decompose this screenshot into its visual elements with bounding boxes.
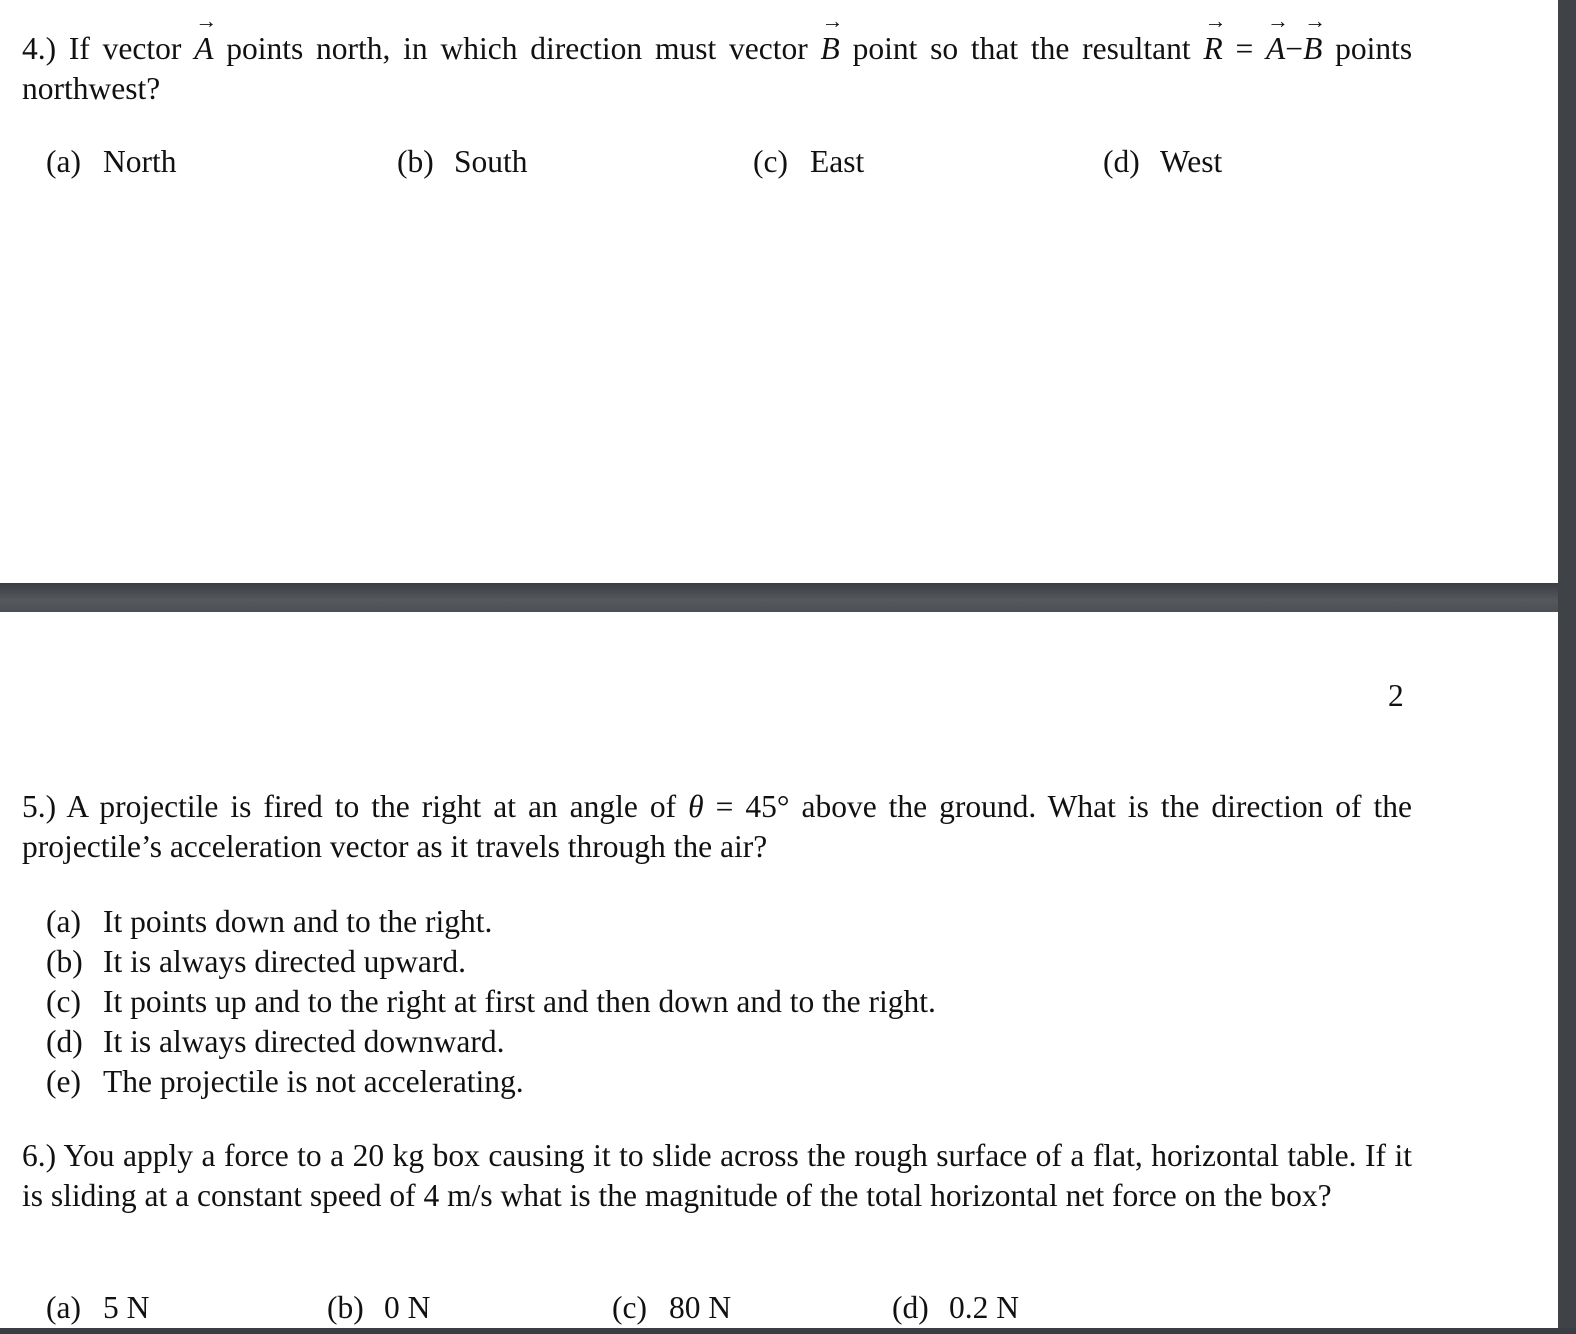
vector-r: → R (1203, 8, 1227, 66)
vector-b: → B (820, 8, 844, 66)
question-4-text-part-4: points northwest? (22, 31, 1413, 106)
theta-symbol: θ (688, 789, 704, 824)
viewer-background (1558, 0, 1576, 1334)
vector-arrow: → (1267, 8, 1290, 33)
vector-arrow: → (195, 8, 218, 33)
equals-sign: = (1235, 31, 1254, 66)
question-5-number: 5.) (22, 789, 57, 824)
q6-option-c: (c) 80 N (612, 1290, 732, 1325)
question-4 (22, 8, 1413, 109)
q5-options (46, 902, 936, 1102)
question-4-text-part-3: point so that the resultant (852, 31, 1191, 66)
vector-a: → A (1266, 8, 1290, 66)
q5-option-c: (c) It points up and to the right at first and then down and to the right. (46, 984, 936, 1019)
viewer-bottom-edge (0, 1328, 1576, 1334)
question-6-text: You apply a force to a 20 kg box causing it to slide across the rough surface of a flat, horizontal table. If it is sliding at a constant speed of 4 m/s what is the magnitude of the total horizontal net force on the box? (22, 1138, 1412, 1213)
question-4-text-part-2: points north, in which direction must vector (226, 31, 808, 66)
vector-arrow: → (1304, 8, 1327, 33)
question-6 (22, 1136, 1412, 1216)
minus-sign: − (1285, 31, 1304, 66)
q5-option-b: (b) It is always directed upward. (46, 944, 467, 979)
question-4-number: 4.) (22, 31, 57, 66)
q6-option-b: (b) 0 N (327, 1290, 431, 1325)
q6-option-a: (a) 5 N (46, 1290, 150, 1325)
page-1 (0, 0, 1558, 583)
question-5-text-part-2: above the ground. What is the direction of the projectile’s acceleration vector as it travels through the air? (22, 789, 1413, 864)
q4-option-d: (d) West (1103, 144, 1223, 179)
vector-a: → A (194, 8, 218, 66)
q5-option-d: (d) It is always directed downward. (46, 1024, 505, 1059)
question-4-text-part-1: If vector (68, 31, 182, 66)
question-5-text-part-1: A projectile is fired to the right at an angle of (66, 789, 677, 824)
question-6-number: 6.) (22, 1138, 57, 1173)
page-number: 2 (1388, 678, 1404, 713)
vector-arrow: → (1204, 8, 1227, 33)
q4-option-b: (b) South (397, 144, 528, 179)
q5-option-a: (a) It points down and to the right. (46, 904, 493, 939)
q5-option-e: (e) The projectile is not accelerating. (46, 1064, 524, 1099)
angle-value: = 45° (715, 789, 790, 824)
vector-arrow: → (821, 8, 844, 33)
vector-b: → B (1303, 8, 1327, 66)
q4-option-a: (a) North (46, 144, 177, 179)
page-separator (0, 583, 1558, 612)
q4-option-c: (c) East (753, 144, 865, 179)
question-5 (22, 787, 1412, 867)
q6-option-d: (d) 0.2 N (892, 1290, 1019, 1325)
